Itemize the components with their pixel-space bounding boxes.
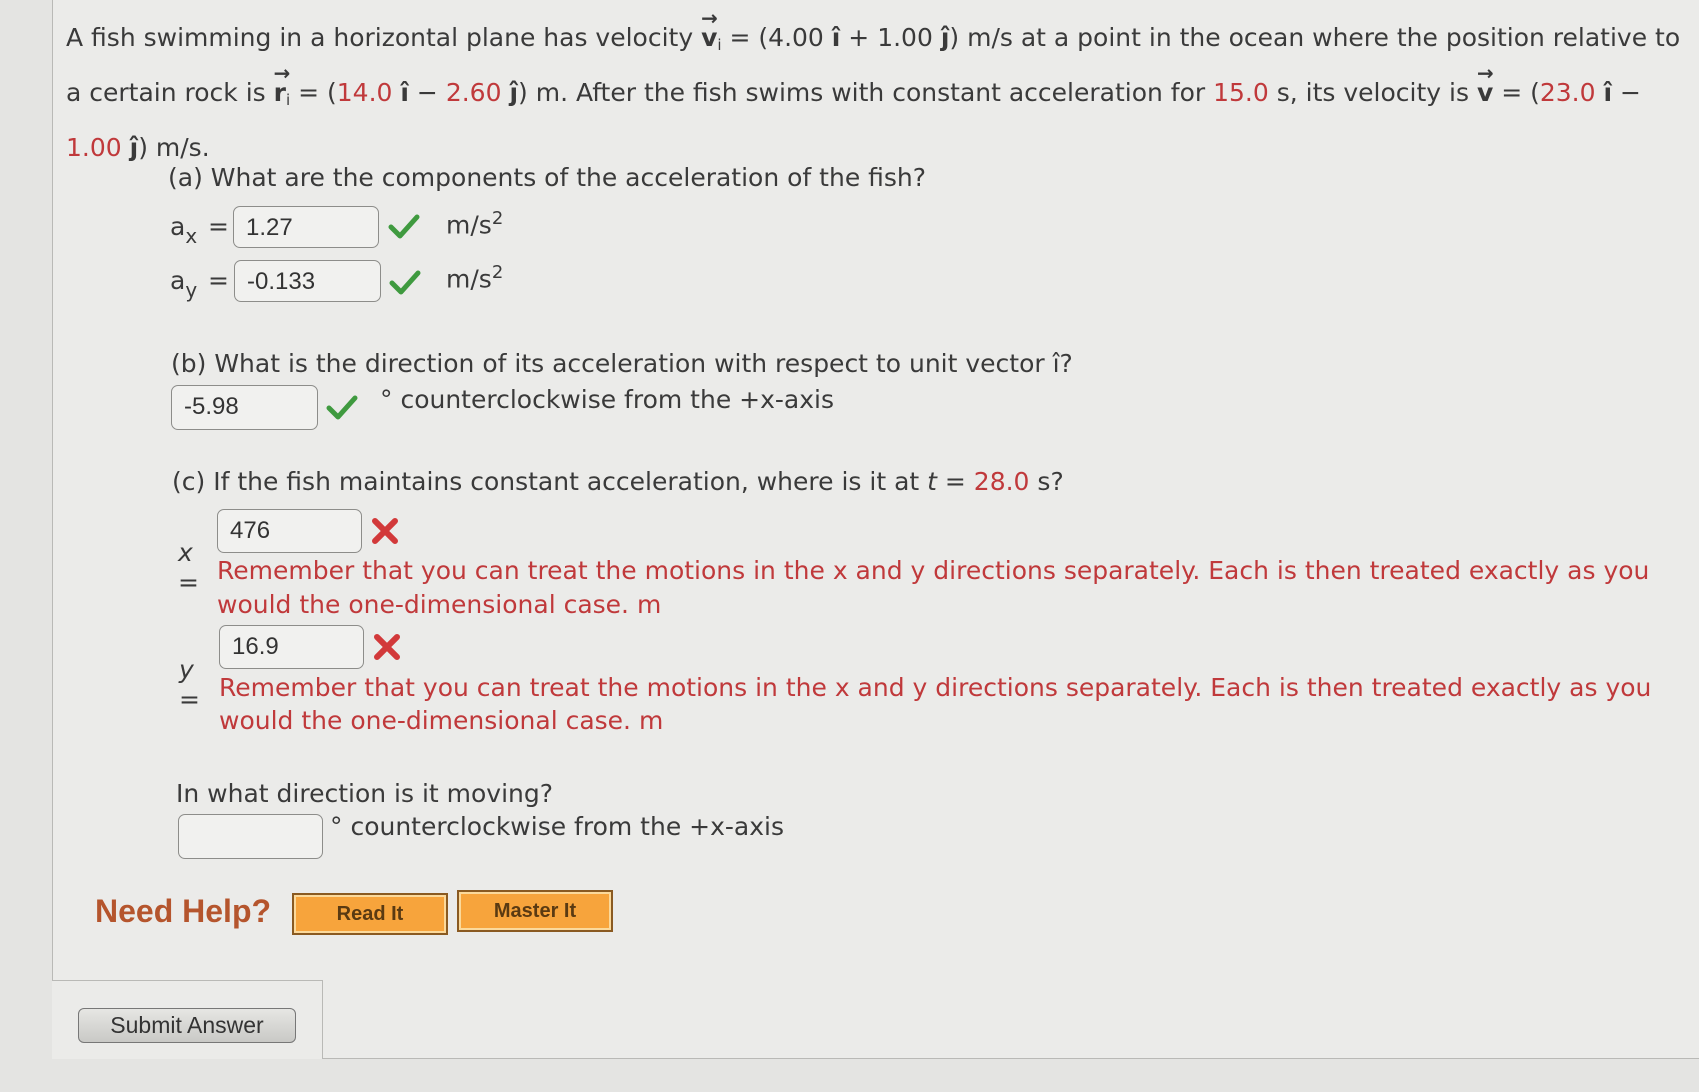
direction-suffix: ° counterclockwise from the +x-axis [380,385,834,414]
problem-text: − [408,78,446,107]
problem-text: − [1612,78,1641,107]
problem-text: ) m. After the fish swims with constant acceleration for [518,78,1214,107]
velocity-final-y: 1.00 [66,133,122,162]
x-hint-line1: Remember that you can treat the motions in the x and y directions separately. Each is then treated exactly as you [217,556,1650,585]
problem-statement [66,14,1686,172]
check-icon [326,393,358,421]
i-hat: î [1603,78,1613,107]
problem-text: = ( [1493,78,1540,107]
ay-input[interactable]: -0.133 [234,260,381,302]
equals-sign: = [208,212,229,241]
j-hat: ĵ [940,23,950,52]
position-initial-symbol: → r [274,69,286,117]
equals-sign: = [179,685,200,714]
direction-motion-suffix: ° counterclockwise from the +x-axis [330,812,784,841]
check-icon [389,268,421,296]
part-b-question: (b) What is the direction of its acceleration with respect to unit vector î? [171,349,1073,378]
problem-text: + 1.00 [840,23,941,52]
subscript: i [286,91,291,109]
check-icon [388,212,420,240]
y-hint-line2: would the one-dimensional case. m [219,706,664,735]
j-hat: ĵ [509,78,519,107]
velocity-final-x: 23.0 [1539,78,1596,107]
y-position-input[interactable]: 16.9 [219,625,364,669]
need-help-label: Need Help? [95,893,272,929]
submit-answer-button[interactable]: Submit Answer [78,1008,296,1043]
part-c-question: (c) If the fish maintains constant acceleration, where is it at t = 28.0 s? [172,467,1064,496]
problem-text: ) m/s at a point in the ocean where the position relative to a certain rock is [66,23,1681,107]
velocity-final-symbol: → v [1477,69,1493,117]
direction-acceleration-input[interactable]: -5.98 [171,385,318,430]
x-mark-icon [372,632,402,662]
y-hint-line1: Remember that you can treat the motions in the x and y directions separately. Each is then treated exactly as you [219,673,1652,702]
problem-text: s, its velocity is [1268,78,1477,107]
ax-input[interactable]: 1.27 [233,206,379,248]
equals-sign: = [178,568,199,597]
velocity-initial-symbol: → v [701,14,717,62]
read-it-button[interactable]: Read It [292,893,448,935]
equals-sign: = [208,266,229,295]
x-position-input[interactable]: 476 [217,509,362,553]
ax-label: $a_x$ [170,212,198,248]
direction-motion-input[interactable] [178,814,323,859]
position-y-value: 2.60 [445,78,502,107]
time-value: 15.0 [1213,78,1269,107]
x-hint-line2: would the one-dimensional case. m [217,590,662,619]
position-x-value: 14.0 [336,78,393,107]
ax-unit: $m/s^2$ [446,208,504,240]
y-label: y [179,655,194,684]
problem-text: ) m/s. [138,133,210,162]
direction-question: In what direction is it moving? [176,779,554,808]
problem-text: = (4.00 [721,23,832,52]
master-it-button[interactable]: Master It [457,890,613,932]
ay-unit: $m/s^2$ [446,262,504,294]
problem-text: A fish swimming in a horizontal plane has velocity [66,23,702,52]
i-hat: î [400,78,409,107]
problem-text: = ( [290,78,337,107]
x-label: x [178,538,193,567]
ay-label: $a_y$ [170,266,198,302]
part-a-question: (a) What are the components of the acceleration of the fish? [168,163,927,192]
j-hat: ĵ [129,133,139,162]
i-hat: î [831,23,841,52]
x-mark-icon [370,516,400,546]
subscript: i [717,36,722,54]
